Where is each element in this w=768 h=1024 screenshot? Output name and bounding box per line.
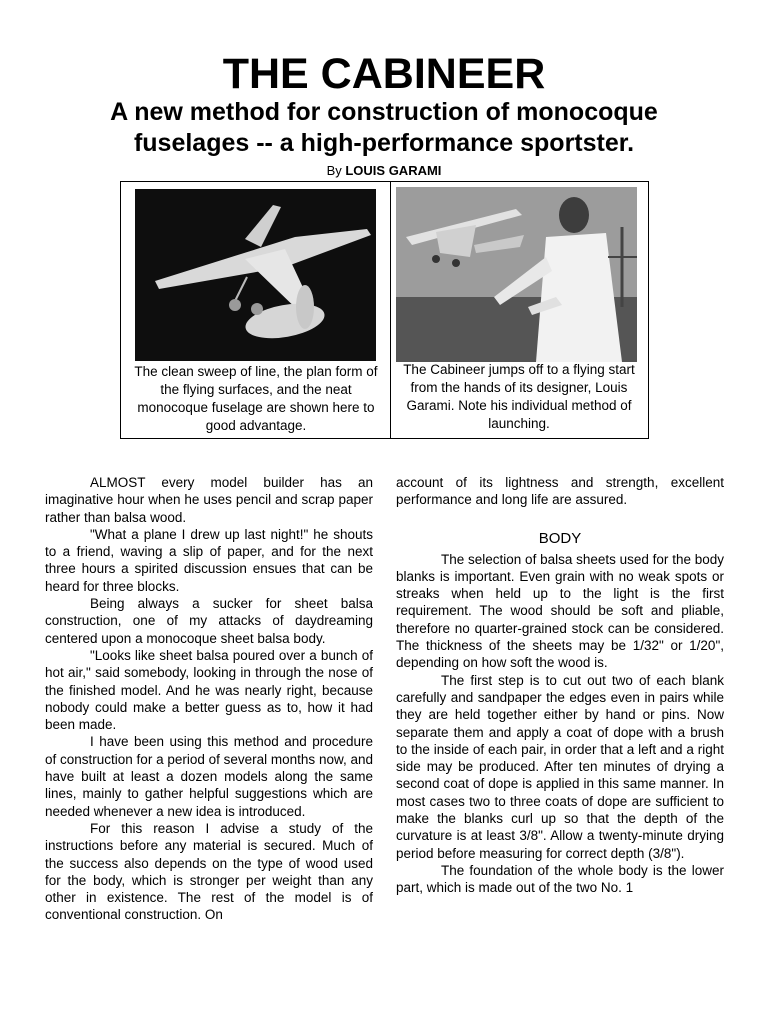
paragraph: Being always a sucker for sheet balsa construction, one of my attacks of daydreaming centered upon a monocoque sheet balsa body.	[45, 596, 373, 646]
text-column-left	[45, 474, 373, 924]
paragraph: The first step is to cut out two of each blank carefully and sandpaper the edges even in pairs while they are held together either by hand or pins. Now separate them and apply a coat of dope with a brush to the inside of each pair, in order that a left and a right side may be produced. After ten minutes of drying a second coat of dope is applied in this same manner. In most cases two to three coats of dope are sufficient to make the blanks curl up so that the depth of the curvature is at least 3/8". Allow a twenty-minute drying period before measuring for correct depth (3/8").	[396, 672, 724, 861]
section-heading: BODY	[538, 529, 582, 547]
photo-panel	[120, 181, 649, 439]
paragraph-continuation: account of its lightness and strength, excellent performance and long life are assured.	[396, 475, 724, 508]
paragraph: I have been using this method and procedure of construction for a period of several months now, and have built at least a dozen models along the same lines, mainly to gather helpful suggestions which are needed whenever a new idea is introduced.	[45, 734, 373, 819]
article-title: THE CABINEER	[222, 50, 546, 98]
model-plane-illustration	[135, 189, 376, 361]
byline	[0, 162, 768, 180]
author-name: LOUIS GARAMI	[345, 163, 442, 178]
launch-illustration	[396, 187, 637, 362]
paragraph: ALMOST every model builder has an imaginative hour when he uses pencil and scrap paper rather than balsa wood.	[45, 475, 373, 525]
paragraph: "What a plane I drew up last night!" he shouts to a friend, waving a slip of paper, and for the next three hours a spirited discussion ensues that can be heard for three blocks.	[45, 526, 373, 594]
byline-prefix: By	[326, 163, 346, 178]
paragraph: The selection of balsa sheets used for the body blanks is important. Even grain with no weak spots or streaks when held up to the light is the first requirement. The wood should be soft and pliable, therefore no quarter-grained stock can be considered. The thickness of the sheets may be 1/32" or 1/20", depending on how soft the wood is.	[396, 551, 724, 671]
left-photo-caption: The clean sweep of line, the plan form of the flying surfaces, and the neat monocoque fuselage are shown here to good advantage.	[134, 364, 378, 433]
article-subtitle: A new method for construction of monocoque fuselages -- a high-performance sportster.	[110, 98, 658, 157]
paragraph: For this reason I advise a study of the instructions before any material is secured. Much of the success also depends on the type of wood used for the body, which is stronger per weight than any other in existence. The rest of the model is of conventional construction. On	[45, 820, 373, 923]
photo-divider	[390, 182, 391, 438]
paragraph: "Looks like sheet balsa poured over a bunch of hot air," said somebody, looking in through the nose of the finished model. And he was nearly right, because nobody could make a better guess as to, how it had been made.	[45, 647, 373, 733]
text-column-right	[396, 474, 724, 897]
paragraph: The foundation of the whole body is the lower part, which is made out of the two No. 1	[396, 862, 724, 896]
right-photo-caption: The Cabineer jumps off to a flying start from the hands of its designer, Louis Garami. Note his individual method of launching.	[403, 362, 635, 431]
model-plane-photo	[135, 189, 376, 361]
designer-launch-photo	[396, 187, 637, 362]
